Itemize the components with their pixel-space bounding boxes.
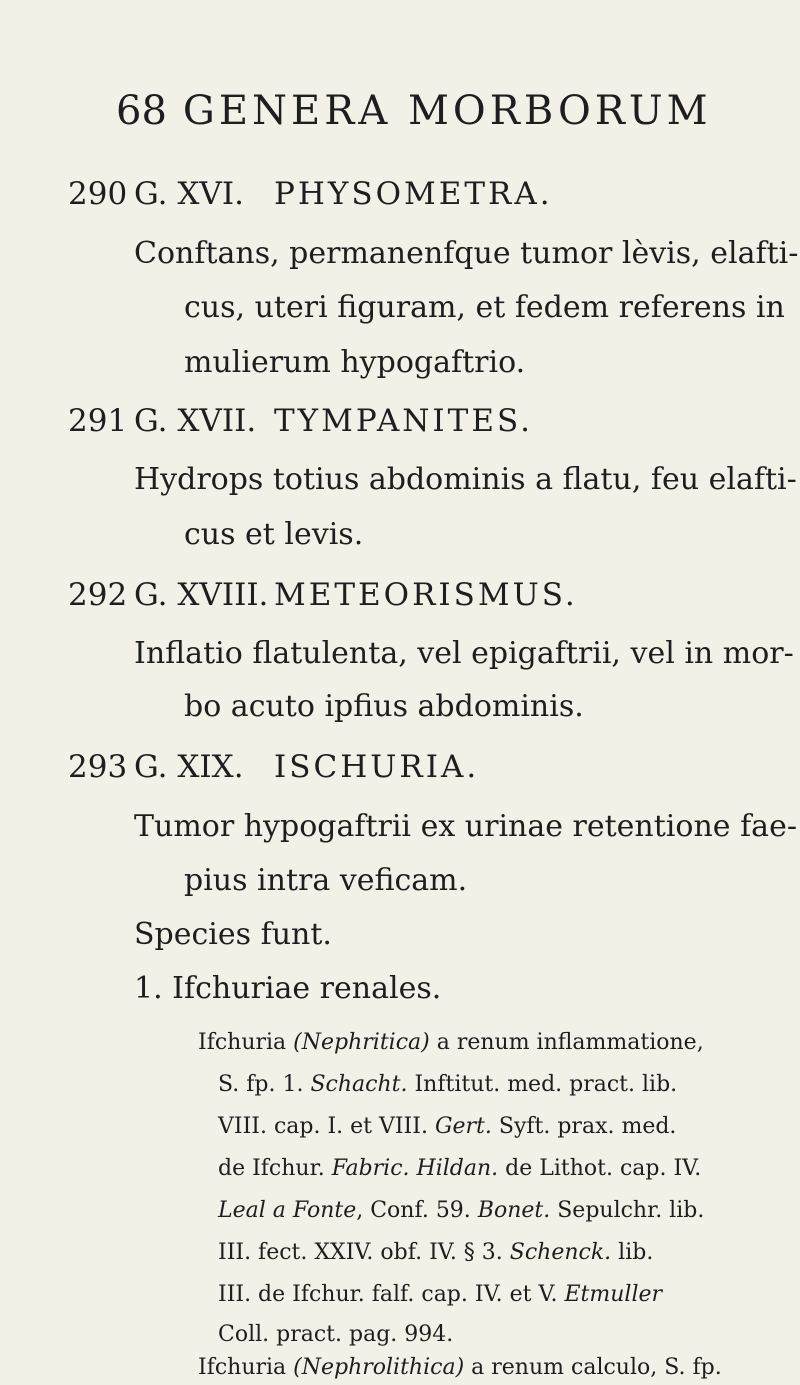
genus-number: G. XVI.: [134, 176, 244, 212]
entry-text-line: bo acuto ipfius abdominis.: [184, 689, 584, 724]
entry-text-line: cus, uteri figuram, et fedem referens in: [184, 290, 785, 325]
running-title: GENERA MORBORUM: [182, 88, 712, 134]
entry-text-line: Tumor hypogaftrii ex urinae retentione fae-: [134, 809, 797, 844]
genus-number: G. XVII.: [134, 403, 257, 439]
note-line: Leal a Fonte, Conf. 59. Bonet. Sepulchr. lib.: [218, 1198, 705, 1223]
entry-text-line: Hydrops totius abdominis a flatu, feu elafti-: [134, 462, 797, 497]
species-heading: 1. Ifchuriae renales.: [134, 971, 442, 1006]
genus-name: ISCHURIA.: [274, 749, 480, 785]
genus-name: PHYSOMETRA.: [274, 176, 553, 212]
entry-text-line: mulierum hypogaftrio.: [184, 345, 526, 380]
note-line: III. fect. XXIV. obf. IV. § 3. Schenck. lib.: [218, 1240, 654, 1265]
entry-text-line: Inflatio flatulenta, vel epigaftrii, vel in mor-: [134, 636, 794, 671]
entry-text-line: Conftans, permanenfque tumor lèvis, elafti-: [134, 236, 799, 271]
genus-number: G. XIX.: [134, 749, 244, 785]
entry-heading: [68, 176, 553, 216]
entry-text-line: pius intra veficam.: [184, 863, 468, 898]
entry-number: 293: [68, 749, 128, 785]
entry-heading: [68, 577, 578, 617]
note-line: Coll. pract. pag. 994.: [218, 1322, 454, 1347]
note-line: de Ifchur. Fabric. Hildan. de Lithot. cap. IV.: [218, 1156, 702, 1181]
note-line: Ifchuria (Nephritica) a renum inflammatione,: [198, 1030, 704, 1055]
genus-name: METEORISMUS.: [274, 577, 578, 613]
entry-number: 291: [68, 403, 128, 439]
note-line: Ifchuria (Nephrolithica) a renum calculo, S. fp.: [198, 1355, 722, 1380]
note-line: III. de Ifchur. falf. cap. IV. et V. Etmuller: [218, 1282, 663, 1307]
note-line: VIII. cap. I. et VIII. Gert. Syft. prax. med.: [218, 1114, 677, 1139]
genus-number: G. XVIII.: [134, 577, 269, 613]
note-line: S. fp. 1. Schacht. Inftitut. med. pract. lib.: [218, 1072, 678, 1097]
page-number: 68: [116, 88, 167, 134]
entry-heading: [68, 403, 533, 443]
entry-text-line: cus et levis.: [184, 517, 364, 552]
entry-heading: [68, 749, 479, 789]
running-header: [116, 88, 712, 134]
entry-number: 292: [68, 577, 128, 613]
entry-number: 290: [68, 176, 128, 212]
entry-text-line: Species funt.: [134, 917, 332, 952]
genus-name: TYMPANITES.: [274, 403, 533, 439]
